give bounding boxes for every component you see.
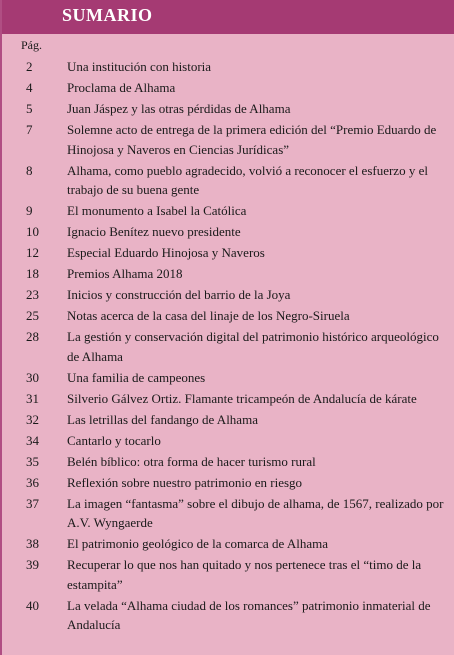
toc-page-number: 10 [26,224,39,239]
toc-entry-title: Ignacio Benítez nuevo presidente [67,224,241,239]
toc-entry [2,161,454,200]
toc-entry-title: Proclama de Alhama [67,80,176,95]
toc-entry-title: Notas acerca de la casa del linaje de los Negro-Siruela [67,308,350,323]
toc-page-number: 38 [26,536,39,551]
page-column-label: Pág. [21,38,42,52]
toc-page-number: 7 [26,122,33,137]
toc-page-number: 12 [26,245,39,260]
toc-page-number: 34 [26,432,39,448]
toc-entry [2,494,454,533]
toc-page-number: 37 [26,495,39,511]
toc-page-number: 25 [26,308,39,323]
toc-page-number: 23 [26,287,39,302]
toc-entry-title: La gestión y conservación digital del patrimonio histórico arqueológico de Alhama [67,329,439,364]
toc-entry-title: Silverio Gálvez Ortiz. Flamante tricampeón de Andalucía de kárate [67,390,417,406]
toc-entry-title: Reflexión sobre nuestro patrimonio en riesgo [67,474,303,490]
toc-entry-title: Solemne acto de entrega de la primera edición del “Premio Eduardo de Hinojosa y Naveros en Ciencias Jurídicas” [67,122,437,157]
toc-entry [2,243,454,263]
toc-entry [2,534,454,554]
toc-entry [2,120,454,159]
toc-entry [2,57,454,77]
toc-entry-title: Juan Jáspez y las otras pérdidas de Alhama [67,101,291,116]
toc-page-number: 18 [26,266,39,281]
toc-page-number: 8 [26,162,33,178]
toc-page-number: 2 [26,59,33,74]
toc-entry [2,99,454,119]
toc-entry-title: Alhama, como pueblo agradecido, volvió a reconocer el esfuerzo y el trabajo de su buena gente [67,162,428,197]
toc-entry-title: Una institución con historia [67,59,212,74]
toc-page-number: 35 [26,453,39,469]
toc-page-number: 28 [26,329,39,344]
page-title: SUMARIO [62,5,153,25]
toc-entry [2,555,454,594]
toc-page-number: 32 [26,411,39,427]
toc-entry [2,222,454,242]
toc-entry [2,452,454,472]
toc-page-number: 40 [26,597,39,613]
header-band [2,0,454,34]
toc-entry [2,306,454,326]
toc-entry-title: Inicios y construcción del barrio de la Joya [67,287,291,302]
toc-page-number: 5 [26,101,33,116]
toc-entry [2,596,454,635]
toc-page-number: 39 [26,557,39,572]
table-of-contents [2,57,454,636]
toc-page-number: 31 [26,390,39,406]
toc-entry [2,368,454,388]
toc-page-number: 30 [26,369,39,385]
toc-page-number: 36 [26,474,39,490]
toc-entry [2,431,454,451]
toc-entry-title: Especial Eduardo Hinojosa y Naveros [67,245,265,260]
toc-entry [2,389,454,409]
toc-entry-title: Las letrillas del fandango de Alhama [67,411,258,427]
toc-entry-title: Cantarlo y tocarlo [67,432,161,448]
toc-entry-title: Recuperar lo que nos han quitado y nos pertenece tras el “timo de la estampita” [67,557,422,592]
toc-entry-title: El patrimonio geológico de la comarca de Alhama [67,536,328,551]
toc-entry [2,264,454,284]
toc-entry [2,327,454,366]
toc-entry-title: La velada “Alhama ciudad de los romances” patrimonio inmaterial de Andalucía [67,597,431,632]
toc-entry [2,473,454,493]
toc-page-number: 4 [26,80,33,95]
toc-entry-title: Premios Alhama 2018 [67,266,183,281]
toc-entry-title: La imagen “fantasma” sobre el dibujo de alhama, de 1567, realizado por A.V. Wyngaerde [67,495,444,530]
toc-entry-title: Belén bíblico: otra forma de hacer turismo rural [67,453,316,469]
toc-entry-title: El monumento a Isabel la Católica [67,203,247,218]
toc-entry [2,285,454,305]
toc-entry-title: Una familia de campeones [67,369,206,385]
toc-entry [2,201,454,221]
toc-page-number: 9 [26,203,33,218]
toc-entry [2,78,454,98]
toc-entry [2,410,454,430]
